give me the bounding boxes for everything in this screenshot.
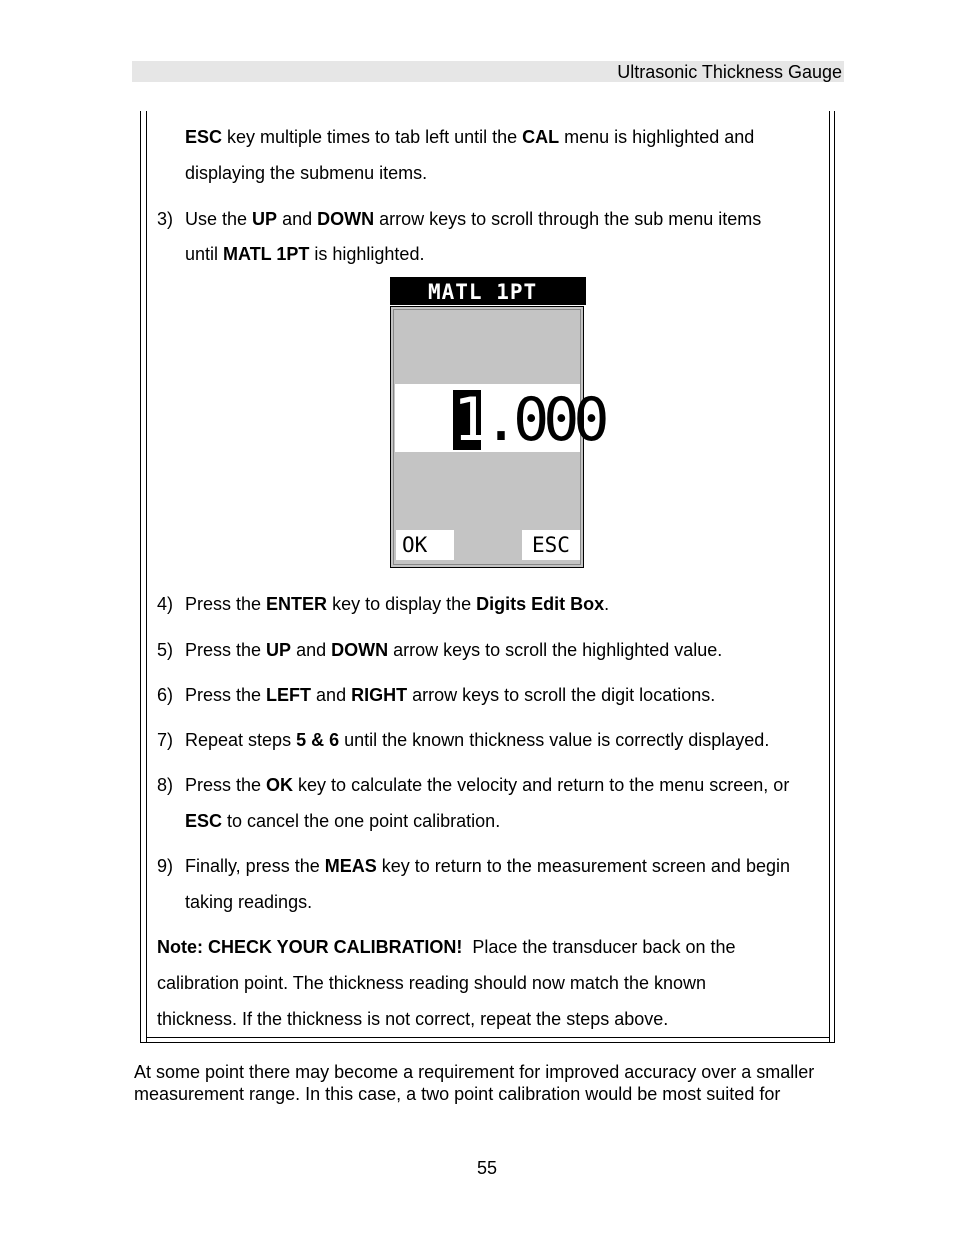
key-down: DOWN xyxy=(331,640,389,660)
note-line3: thickness. If the thickness is not correct, repeat the steps above. xyxy=(157,1009,669,1029)
key-down: DOWN xyxy=(317,209,375,229)
body-paragraph-line2: measurement range. In this case, a two point calibration would be most suited for xyxy=(134,1084,781,1104)
text: arrow keys to scroll through the sub menu items xyxy=(374,209,762,229)
text: . xyxy=(604,594,610,614)
text: Press the xyxy=(185,594,267,614)
step4-line xyxy=(185,593,609,615)
key-right: RIGHT xyxy=(351,685,408,705)
softkey-ok: OK xyxy=(396,530,454,560)
step9-line2: taking readings. xyxy=(185,892,313,912)
text: arrow keys to scroll the highlighted value. xyxy=(388,640,723,660)
step5-number: 5) xyxy=(157,640,174,660)
frame-border-bottom-inner xyxy=(146,1037,830,1038)
step3-line1 xyxy=(185,208,761,230)
text: and xyxy=(291,640,332,660)
text: arrow keys to scroll the digit locations. xyxy=(407,685,716,705)
menu-cal: CAL xyxy=(522,127,560,147)
text: key to calculate the velocity and return to the menu screen, or xyxy=(293,775,790,795)
step7-number: 7) xyxy=(157,730,174,750)
note-heading: Note: CHECK YOUR CALIBRATION! xyxy=(157,937,463,957)
softkey-esc: ESC xyxy=(522,530,580,560)
text: Place the transducer back on the xyxy=(462,937,736,957)
digits-edit-box-term: Digits Edit Box xyxy=(476,594,605,614)
step8-line2 xyxy=(185,810,500,832)
step7-line xyxy=(185,729,769,751)
key-enter: ENTER xyxy=(266,594,328,614)
key-meas: MEAS xyxy=(324,856,377,876)
frame-border-left-inner xyxy=(146,111,147,1043)
text: Finally, press the xyxy=(185,856,325,876)
step8-line1 xyxy=(185,774,789,796)
frame-border-left xyxy=(140,111,141,1043)
frame-border-right-inner xyxy=(829,111,830,1043)
highlighted-digit: 1 xyxy=(453,385,490,455)
note-line1 xyxy=(157,936,736,958)
key-up: UP xyxy=(252,209,278,229)
text: until xyxy=(185,244,224,264)
text: to cancel the one point calibration. xyxy=(222,811,501,831)
screen-title-bar xyxy=(390,277,586,305)
step5-line xyxy=(185,639,722,661)
page-number: 55 xyxy=(477,1158,498,1178)
step9-line1 xyxy=(185,855,790,877)
key-left: LEFT xyxy=(266,685,312,705)
key-ok: OK xyxy=(266,775,294,795)
key-esc: ESC xyxy=(185,811,223,831)
text: and xyxy=(277,209,318,229)
step8-number: 8) xyxy=(157,775,174,795)
key-up: UP xyxy=(266,640,292,660)
steps-reference: 5 & 6 xyxy=(296,730,340,750)
step3-number: 3) xyxy=(157,209,174,229)
step3-line2 xyxy=(185,243,424,265)
text: Press the xyxy=(185,685,267,705)
frame-border-bottom xyxy=(140,1042,835,1043)
page-header-bar xyxy=(132,61,844,82)
step6-number: 6) xyxy=(157,685,174,705)
text: is highlighted. xyxy=(309,244,425,264)
text: menu is highlighted and xyxy=(559,127,755,147)
text: key multiple times to tab left until the xyxy=(222,127,523,147)
note-line2: calibration point. The thickness reading should now match the known xyxy=(157,973,706,993)
step9-number: 9) xyxy=(157,856,174,876)
step6-line xyxy=(185,684,715,706)
text: key to return to the measurement screen and begin xyxy=(376,856,790,876)
screen-title: MATL 1PT xyxy=(428,280,538,304)
text: Use the xyxy=(185,209,253,229)
menu-matl-1pt: MATL 1PT xyxy=(223,244,310,264)
step2-line1 xyxy=(185,126,754,148)
value-remaining-digits: .000 xyxy=(483,385,604,455)
frame-border-right xyxy=(834,111,835,1043)
body-paragraph-line1: At some point there may become a requirement for improved accuracy over a smaller xyxy=(134,1062,815,1082)
text: Repeat steps xyxy=(185,730,297,750)
gauge-screen-illustration xyxy=(389,276,604,568)
key-esc: ESC xyxy=(185,127,223,147)
digits-edit-box xyxy=(395,384,604,455)
step2-line2: displaying the submenu items. xyxy=(185,163,428,183)
text: Press the xyxy=(185,640,267,660)
text: key to display the xyxy=(327,594,477,614)
step4-number: 4) xyxy=(157,594,174,614)
text: until the known thickness value is correctly displayed. xyxy=(339,730,770,750)
text: and xyxy=(311,685,352,705)
text: Press the xyxy=(185,775,267,795)
page-header-title: Ultrasonic Thickness Gauge xyxy=(617,62,842,82)
